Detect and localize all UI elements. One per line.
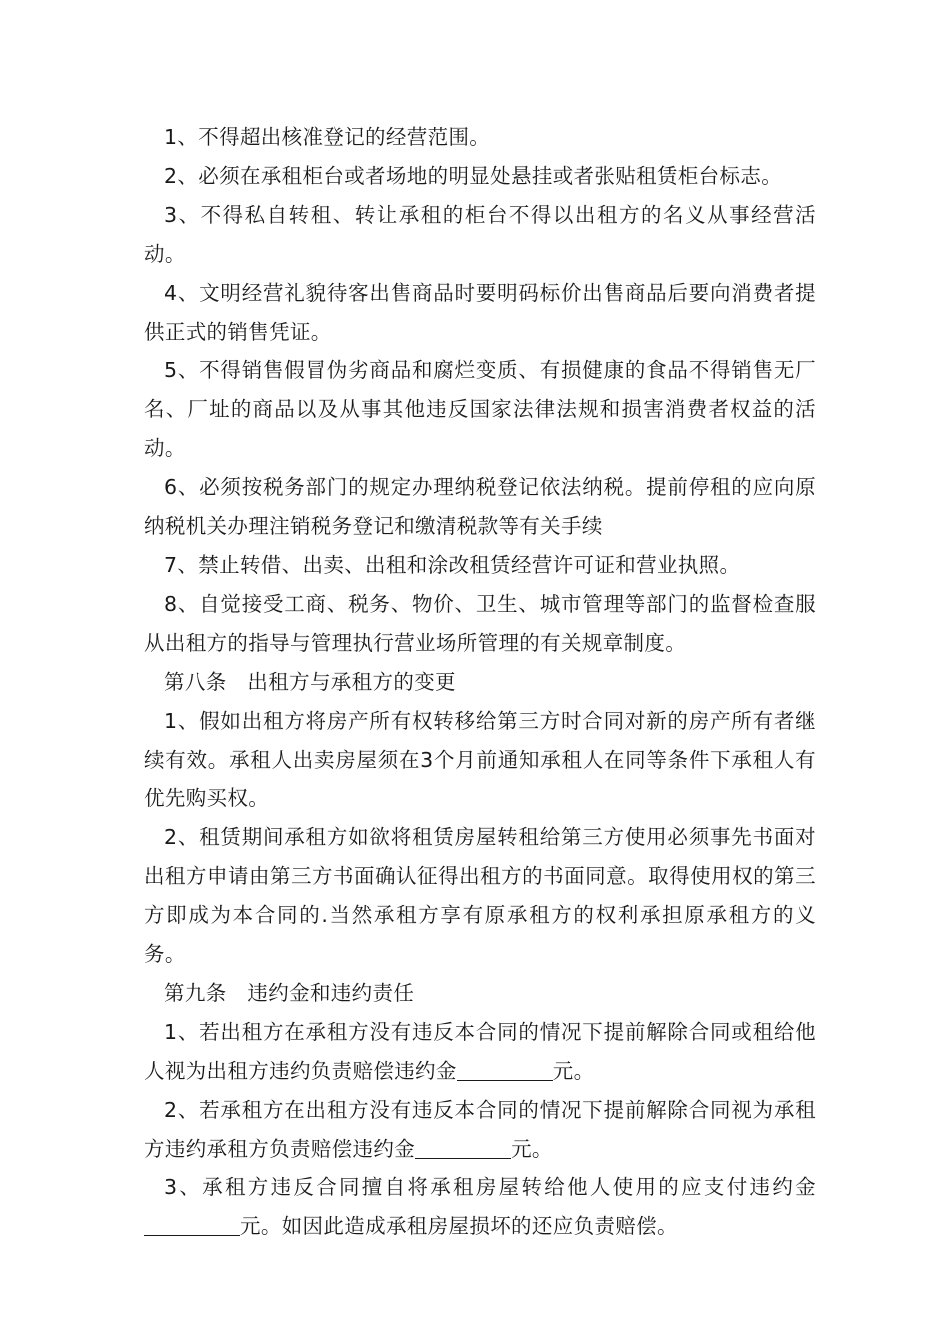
clause-item-7: 7、禁止转借、出卖、出租和涂改租赁经营许可证和营业执照。	[164, 552, 741, 577]
penalty-amount-blank-3[interactable]	[144, 1213, 240, 1236]
section-9-heading: 第九条 违约金和违约责任	[164, 980, 415, 1005]
section-9-item-2-text: 2、若承租方在出租方没有违反本合同的情况下提前解除合同视为承租方违约承租方负责赔偿违约金	[144, 1097, 816, 1161]
section-9-item-1-unit: 元。	[552, 1058, 595, 1083]
section-8-heading: 第八条 出租方与承租方的变更	[164, 669, 456, 694]
section-9-item-3-unit: 元。如因此造成承租房屋损坏的还应负责赔偿。	[240, 1214, 678, 1239]
document-body	[144, 118, 816, 1246]
section-9-item-3-text: 3、承租方违反合同擅自将承租房屋转给他人使用的应支付违约金	[164, 1175, 816, 1200]
clause-item-4: 4、文明经营礼貌待客出售商品时要明码标价出售商品后要向消费者提供正式的销售凭证。	[144, 280, 816, 344]
clause-item-3: 3、不得私自转租、转让承租的柜台不得以出租方的名义从事经营活动。	[144, 202, 816, 266]
section-9-item-2	[144, 1091, 816, 1169]
section-9-item-1-text: 1、若出租方在承租方没有违反本合同的情况下提前解除合同或租给他人视为出租方违约负责赔偿违约金	[144, 1019, 816, 1083]
section-9-item-2-unit: 元。	[511, 1136, 553, 1161]
clause-item-1: 1、不得超出核准登记的经营范围。	[164, 125, 491, 149]
clause-item-6: 6、必须按税务部门的规定办理纳税登记依法纳税。提前停租的应向原纳税机关办理注销税务登记和缴清税款等有关手续	[144, 475, 816, 539]
clause-item-5: 5、不得销售假冒伪劣商品和腐烂变质、有损健康的食品不得销售无厂名、厂址的商品以及从事其他违反国家法律法规和损害消费者权益的活动。	[144, 358, 816, 461]
section-9-item-1	[144, 1013, 816, 1091]
clause-item-8: 8、自觉接受工商、税务、物价、卫生、城市管理等部门的监督检查服从出租方的指导与管理执行营业场所管理的有关规章制度。	[144, 591, 816, 655]
penalty-amount-blank-1[interactable]	[457, 1058, 553, 1081]
penalty-amount-blank-2[interactable]	[415, 1136, 511, 1159]
clause-item-2: 2、必须在承租柜台或者场地的明显处悬挂或者张贴租赁柜台标志。	[164, 163, 783, 188]
section-8-item-2: 2、租赁期间承租方如欲将租赁房屋转租给第三方使用必须事先书面对出租方申请由第三方书面确认征得出租方的书面同意。取得使用权的第三方即成为本合同的.当然承租方享有原承租方的权利承担原承租方的义务。	[144, 825, 816, 967]
section-9-item-3	[144, 1168, 816, 1246]
section-8-item-1: 1、假如出租方将房产所有权转移给第三方时合同对新的房产所有者继续有效。承租人出卖房屋须在3个月前通知承租人在同等条件下承租人有优先购买权。	[144, 708, 816, 811]
